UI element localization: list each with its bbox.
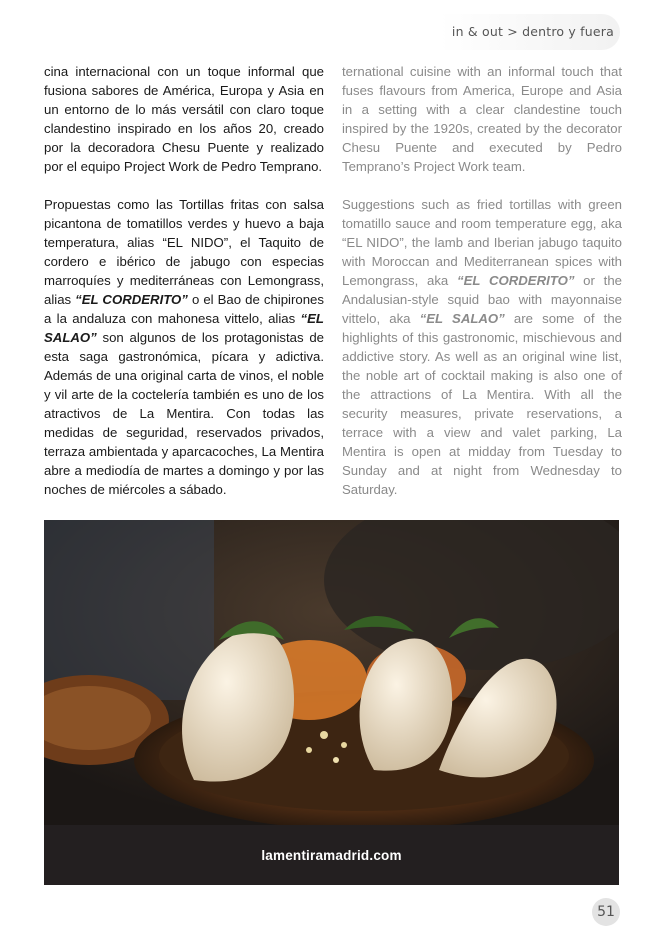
dish-name-el-salao: “EL SALAO”: [44, 311, 324, 345]
english-text: or the Andalusian-style squid bao with mayonnaise vittelo, aka: [342, 273, 622, 326]
dish-name-el-corderito: “EL CORDERITO”: [75, 292, 188, 307]
english-paragraph-2: [342, 195, 622, 499]
dish-name-el-corderito: “EL CORDERITO”: [457, 273, 575, 288]
english-paragraph-1: ternational cuisine with an informal touch that fuses flavours from America, Europe and Asia in a setting with a clear clandestine touch inspired by the 1920s, created by the decorator Chesu Puente and executed by Pedro Temprano’s Project Work team.: [342, 64, 622, 174]
english-text: Suggestions such as fried tortillas with green tomatillo sauce and room temperature egg, aka “EL NIDO”, the lamb and Iberian jabugo taquito with Moroccan and Mediterranean spices with Lemongrass, aka: [342, 197, 622, 288]
spanish-text: Propuestas como las Tortillas fritas con salsa picantona de tomatillos verdes y huevo a baja temperatura, alias “EL NIDO”, el Taquito de cordero e ibérico de jabugo con especias marroquíes y mediterráneas con Lemongrass, alias: [44, 197, 324, 307]
spanish-paragraph-1: cina internacional con un toque informal que fusiona sabores de América, Europa y Asia en un entorno de lo más versátil con claro toque clandestino inspirado en los años 20, creado por la decoradora Chesu Puente y realizado por el equipo Project Work de Pedro Temprano.: [44, 64, 324, 174]
website-link[interactable]: lamentiramadrid.com: [261, 847, 402, 863]
english-column: [342, 62, 622, 518]
spanish-paragraph-2: [44, 195, 324, 499]
section-tag: in & out > dentro y fuera: [451, 24, 614, 39]
dish-name-el-salao: “EL SALAO”: [419, 311, 505, 326]
caption-bar: [44, 825, 619, 885]
spanish-column: [44, 62, 324, 518]
food-photo-icon: [44, 520, 619, 825]
spanish-text: o el Bao de chipirones a la andaluza con mahonesa vittelo, alias: [44, 292, 324, 326]
english-text: are some of the highlights of this gastronomic, mischievous and addictive story. As well as an original wine list, the noble art of cocktail making is also one of the attractions of La Mentira. With all the security measures, private reservations, a terrace with a view and valet parking, La Mentira is open at midday from Tuesday to Sunday and at night from Wednesday to Saturday.: [342, 311, 622, 497]
food-photo: [44, 520, 619, 825]
spanish-text: son algunos de los protagonistas de esta saga gastronómica, pícara y adictiva. Además de una original carta de vinos, el noble y vil arte de la coctelería también es uno de los atractivos de La Mentira. Con todas las medidas de seguridad, reservados privados, terraza ambientada y aparcacoches, La Mentira abre a mediodía de martes a domingo y por las noches de miércoles a sábado.: [44, 330, 324, 497]
page-number: 51: [592, 898, 620, 926]
